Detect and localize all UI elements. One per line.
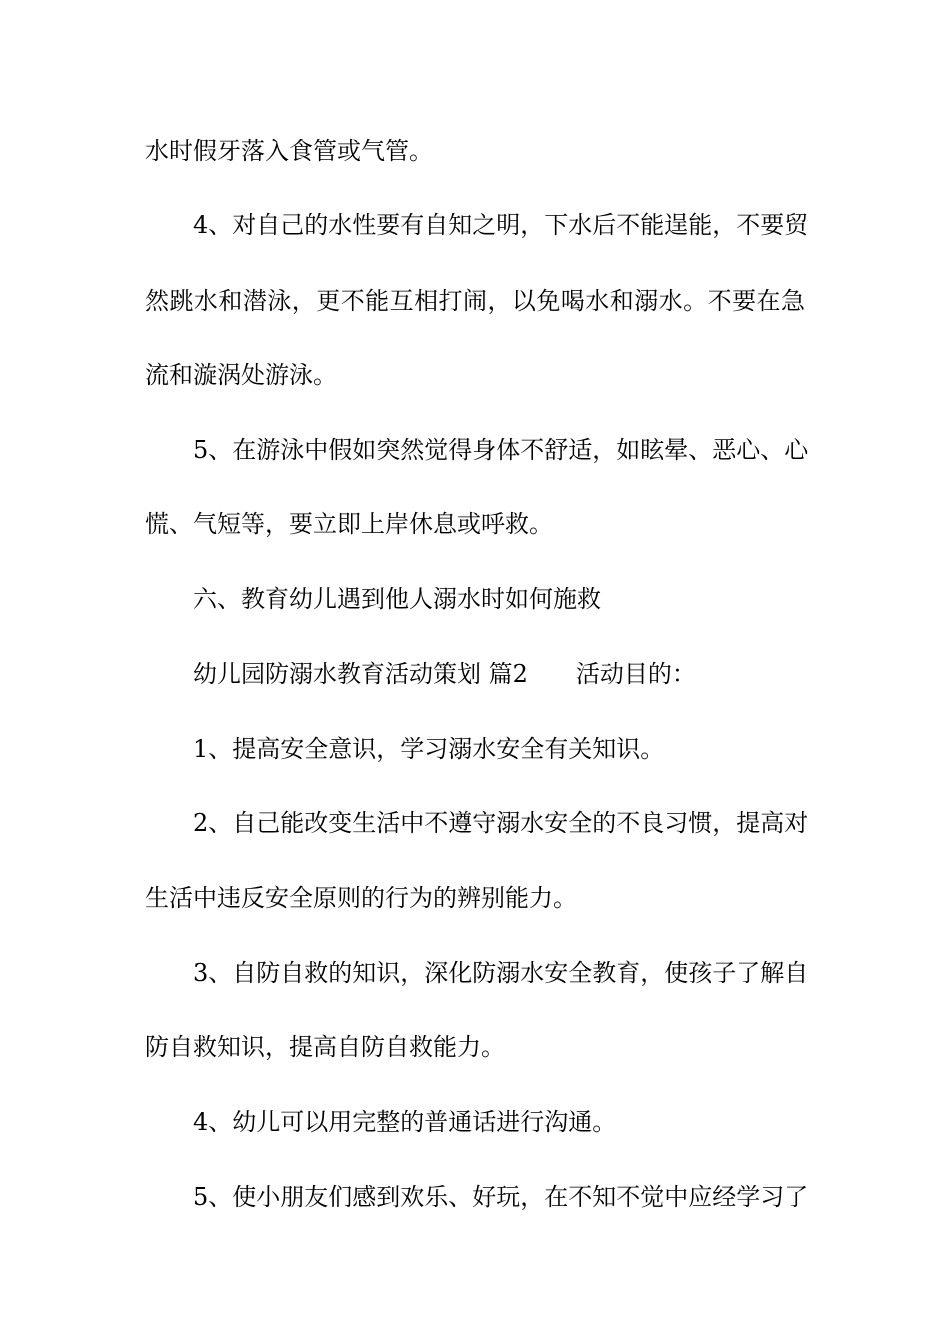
paragraph-line: 流和漩涡处游泳。 xyxy=(145,361,337,389)
paragraph-line: 防自救知识，提高自防自救能力。 xyxy=(145,1033,505,1061)
paragraph-line: 生活中违反安全原则的行为的辨别能力。 xyxy=(145,884,577,912)
paragraph-line: 慌、气短等，要立即上岸休息或呼救。 xyxy=(145,510,553,538)
paragraph-line: 然跳水和潜泳，更不能互相打闹，以免喝水和溺水。不要在急 xyxy=(145,287,805,315)
paragraph-line: 4、对自己的水性要有自知之明，下水后不能逞能，不要贸 xyxy=(193,211,809,239)
document-title: 幼儿园防溺水教育活动策划 篇2 xyxy=(193,660,528,688)
list-item: 4、幼儿可以用完整的普通话进行沟通。 xyxy=(193,1108,617,1136)
list-item: 5、使小朋友们感到欢乐、好玩，在不知不觉中应经学习了 xyxy=(193,1183,809,1211)
section-label: 活动目的： xyxy=(575,660,696,688)
list-item: 1、提高安全意识，学习溺水安全有关知识。 xyxy=(193,735,665,763)
list-item: 3、自防自救的知识，深化防溺水安全教育，使孩子了解自 xyxy=(193,959,809,987)
list-item: 2、自己能改变生活中不遵守溺水安全的不良习惯，提高对 xyxy=(193,809,809,837)
section-heading: 六、教育幼儿遇到他人溺水时如何施救 xyxy=(193,585,601,613)
paragraph-line: 水时假牙落入食管或气管。 xyxy=(145,137,433,165)
document-title-line xyxy=(193,654,696,694)
paragraph-line: 5、在游泳中假如突然觉得身体不舒适，如眩晕、恶心、心 xyxy=(193,436,809,464)
